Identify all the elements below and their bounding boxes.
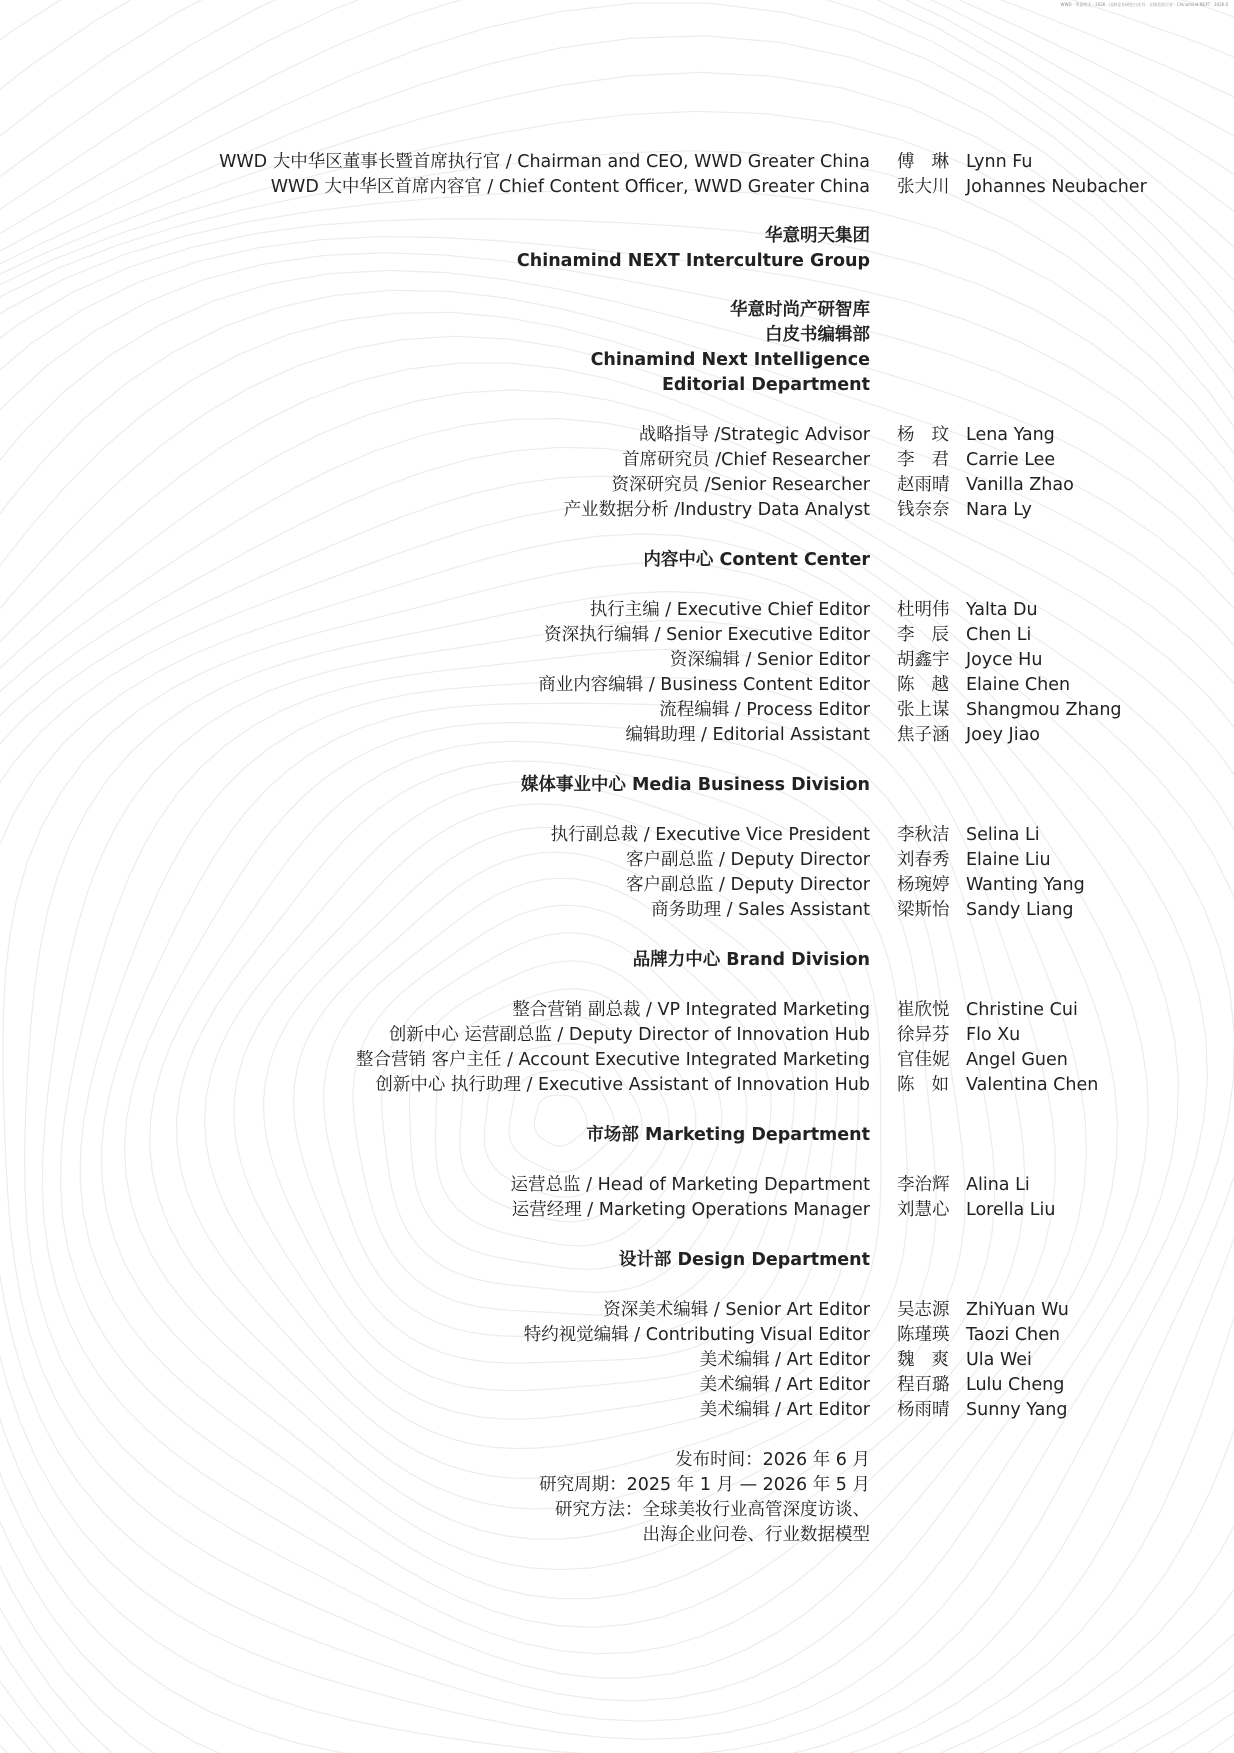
chinese-name: 徐异芬 <box>897 1025 950 1045</box>
role-title: 运营经理 / Marketing Operations Manager <box>511 1200 870 1220</box>
english-name: Elaine Liu <box>966 850 1051 870</box>
chinese-name: 杨雨晴 <box>897 1400 950 1420</box>
staff-row <box>0 1173 1234 1198</box>
english-name: Lynn Fu <box>966 152 1033 172</box>
english-name: Angel Guen <box>966 1050 1068 1070</box>
staff-row <box>0 1073 1234 1098</box>
staff-row <box>0 823 1234 848</box>
english-name: Sunny Yang <box>966 1400 1068 1420</box>
english-name: Carrie Lee <box>966 450 1056 470</box>
role-title: 资深执行编辑 / Senior Executive Editor <box>544 625 870 645</box>
staff-row <box>0 648 1234 673</box>
chinese-name: 李 辰 <box>897 625 949 645</box>
publication-date: 发布时间：2026 年 6 月 <box>675 1450 870 1470</box>
chinese-name: 杨 玟 <box>897 425 949 445</box>
role-title: 运营总监 / Head of Marketing Department <box>510 1175 870 1195</box>
role-title: 首席研究员 /Chief Researcher <box>622 450 870 470</box>
english-name: Joey Jiao <box>966 725 1041 745</box>
group-name-cn <box>0 224 1234 249</box>
chinese-name: 魏 爽 <box>897 1350 949 1370</box>
role-title: WWD 大中华区首席内容官 / Chief Content Officer, WWD Greater China <box>270 177 870 197</box>
staff-row <box>0 448 1234 473</box>
english-name: Lena Yang <box>966 425 1055 445</box>
intelligence-heading <box>0 348 1234 373</box>
section-heading: 设计部 Design Department <box>618 1250 870 1270</box>
chinese-name: 杜明伟 <box>897 600 950 620</box>
staff-row <box>0 623 1234 648</box>
chinese-name: 傅 琳 <box>897 152 949 172</box>
intelligence-heading-line: 华意时尚产研智库 <box>730 300 870 320</box>
chinese-name: 李 君 <box>897 450 949 470</box>
role-title: 整合营销 副总裁 / VP Integrated Marketing <box>512 1000 870 1020</box>
chinese-name: 张上谋 <box>897 700 950 720</box>
staff-row <box>0 998 1234 1023</box>
english-name: Alina Li <box>966 1175 1030 1195</box>
role-title: 美术编辑 / Art Editor <box>699 1350 870 1370</box>
role-title: 战略指导 /Strategic Advisor <box>638 425 870 445</box>
section-heading: 内容中心 Content Center <box>643 550 870 570</box>
english-name: Selina Li <box>966 825 1040 845</box>
chinese-name: 钱奈奈 <box>897 500 950 520</box>
staff-row <box>0 498 1234 523</box>
group-name-en-text: Chinamind NEXT Interculture Group <box>516 251 870 271</box>
masthead <box>0 150 1234 1548</box>
publication-info-line <box>0 1523 1234 1548</box>
english-name: Yalta Du <box>966 600 1038 620</box>
leadership-row <box>0 150 1234 175</box>
research-method-continued: 出海企业问卷、行业数据模型 <box>642 1525 870 1545</box>
staff-row <box>0 848 1234 873</box>
intelligence-heading <box>0 373 1234 398</box>
english-name: Sandy Liang <box>966 900 1074 920</box>
role-title: 创新中心 执行助理 / Executive Assistant of Innovation Hub <box>375 1075 870 1095</box>
role-title: 产业数据分析 /Industry Data Analyst <box>563 500 870 520</box>
english-name: Nara Ly <box>966 500 1032 520</box>
chinese-name: 官佳妮 <box>897 1050 950 1070</box>
publication-info-line <box>0 1473 1234 1498</box>
role-title: 商务助理 / Sales Assistant <box>651 900 870 920</box>
intelligence-heading <box>0 323 1234 348</box>
role-title: 整合营销 客户主任 / Account Executive Integrated Marketing <box>356 1050 870 1070</box>
chinese-name: 梁斯怡 <box>897 900 950 920</box>
group-name-en <box>0 249 1234 274</box>
role-title: 特约视觉编辑 / Contributing Visual Editor <box>523 1325 870 1345</box>
chinese-name: 李治辉 <box>897 1175 950 1195</box>
research-period: 研究周期：2025 年 1 月 — 2026 年 5 月 <box>539 1475 870 1495</box>
english-name: Vanilla Zhao <box>966 475 1074 495</box>
chinese-name: 刘春秀 <box>897 850 950 870</box>
role-title: 商业内容编辑 / Business Content Editor <box>538 675 870 695</box>
staff-row <box>0 1198 1234 1223</box>
section-heading: 媒体事业中心 Media Business Division <box>520 775 870 795</box>
staff-row <box>0 473 1234 498</box>
role-title: 流程编辑 / Process Editor <box>659 700 870 720</box>
section-heading: 品牌力中心 Brand Division <box>632 950 870 970</box>
content-center-heading <box>0 548 1234 573</box>
english-name: Shangmou Zhang <box>966 700 1122 720</box>
marketing-heading <box>0 1123 1234 1148</box>
brand-division-heading <box>0 948 1234 973</box>
staff-row <box>0 1298 1234 1323</box>
chinese-name: 胡鑫宇 <box>897 650 950 670</box>
english-name: Elaine Chen <box>966 675 1071 695</box>
chinese-name: 程百璐 <box>897 1375 950 1395</box>
staff-row <box>0 1323 1234 1348</box>
english-name: Christine Cui <box>966 1000 1078 1020</box>
staff-row <box>0 698 1234 723</box>
staff-row <box>0 423 1234 448</box>
english-name: Ula Wei <box>966 1350 1032 1370</box>
chinese-name: 李秋洁 <box>897 825 950 845</box>
english-name: Valentina Chen <box>966 1075 1099 1095</box>
role-title: 创新中心 运营副总监 / Deputy Director of Innovation Hub <box>388 1025 870 1045</box>
english-name: Lulu Cheng <box>966 1375 1065 1395</box>
role-title: 资深美术编辑 / Senior Art Editor <box>603 1300 870 1320</box>
chinese-name: 吴志源 <box>897 1300 950 1320</box>
role-title: 资深研究员 /Senior Researcher <box>611 475 870 495</box>
english-name: Taozi Chen <box>966 1325 1061 1345</box>
media-business-heading <box>0 773 1234 798</box>
english-name: Joyce Hu <box>966 650 1043 670</box>
staff-row <box>0 1048 1234 1073</box>
english-name: Lorella Liu <box>966 1200 1056 1220</box>
chinese-name: 赵雨晴 <box>897 475 950 495</box>
staff-row <box>0 898 1234 923</box>
design-heading <box>0 1248 1234 1273</box>
chinese-name: 张大川 <box>897 177 950 197</box>
staff-row <box>0 1398 1234 1423</box>
staff-row <box>0 1023 1234 1048</box>
leadership-row <box>0 175 1234 200</box>
intelligence-heading-line: 白皮书编辑部 <box>765 325 870 345</box>
intelligence-heading <box>0 298 1234 323</box>
english-name: ZhiYuan Wu <box>966 1300 1069 1320</box>
staff-row <box>0 673 1234 698</box>
staff-row <box>0 873 1234 898</box>
role-title: 编辑助理 / Editorial Assistant <box>625 725 870 745</box>
role-title: 执行主编 / Executive Chief Editor <box>589 600 870 620</box>
role-title: 执行副总裁 / Executive Vice President <box>550 825 870 845</box>
publication-info-line <box>0 1448 1234 1473</box>
english-name: Chen Li <box>966 625 1032 645</box>
chinese-name: 杨琬婷 <box>897 875 950 895</box>
staff-row <box>0 598 1234 623</box>
staff-row <box>0 723 1234 748</box>
role-title: 客户副总监 / Deputy Director <box>625 875 870 895</box>
publication-info-line <box>0 1498 1234 1523</box>
staff-row <box>0 1373 1234 1398</box>
top-corner-note: WWD · 华意明天 · 2026 · 出海企业研究白皮书 · 全球美妆行业 · Chinamind NEXT · 2026.6 <box>1060 2 1228 7</box>
chinese-name: 陈 如 <box>897 1075 949 1095</box>
english-name: Johannes Neubacher <box>966 177 1147 197</box>
english-name: Flo Xu <box>966 1025 1021 1045</box>
group-name-cn-text: 华意明天集团 <box>765 226 870 246</box>
section-heading: 市场部 Marketing Department <box>586 1125 870 1145</box>
chinese-name: 焦子涵 <box>897 725 950 745</box>
research-method: 研究方法：全球美妆行业高管深度访谈、 <box>555 1500 870 1520</box>
chinese-name: 崔欣悦 <box>897 1000 950 1020</box>
chinese-name: 刘慧心 <box>897 1200 950 1220</box>
role-title: 美术编辑 / Art Editor <box>699 1375 870 1395</box>
role-title: 资深编辑 / Senior Editor <box>669 650 870 670</box>
role-title: WWD 大中华区董事长暨首席执行官 / Chairman and CEO, WWD Greater China <box>219 152 870 172</box>
role-title: 客户副总监 / Deputy Director <box>625 850 870 870</box>
role-title: 美术编辑 / Art Editor <box>699 1400 870 1420</box>
intelligence-heading-line: Editorial Department <box>661 375 870 395</box>
chinese-name: 陈瑾瑛 <box>897 1325 950 1345</box>
intelligence-heading-line: Chinamind Next Intelligence <box>590 350 870 370</box>
chinese-name: 陈 越 <box>897 675 949 695</box>
english-name: Wanting Yang <box>966 875 1085 895</box>
staff-row <box>0 1348 1234 1373</box>
